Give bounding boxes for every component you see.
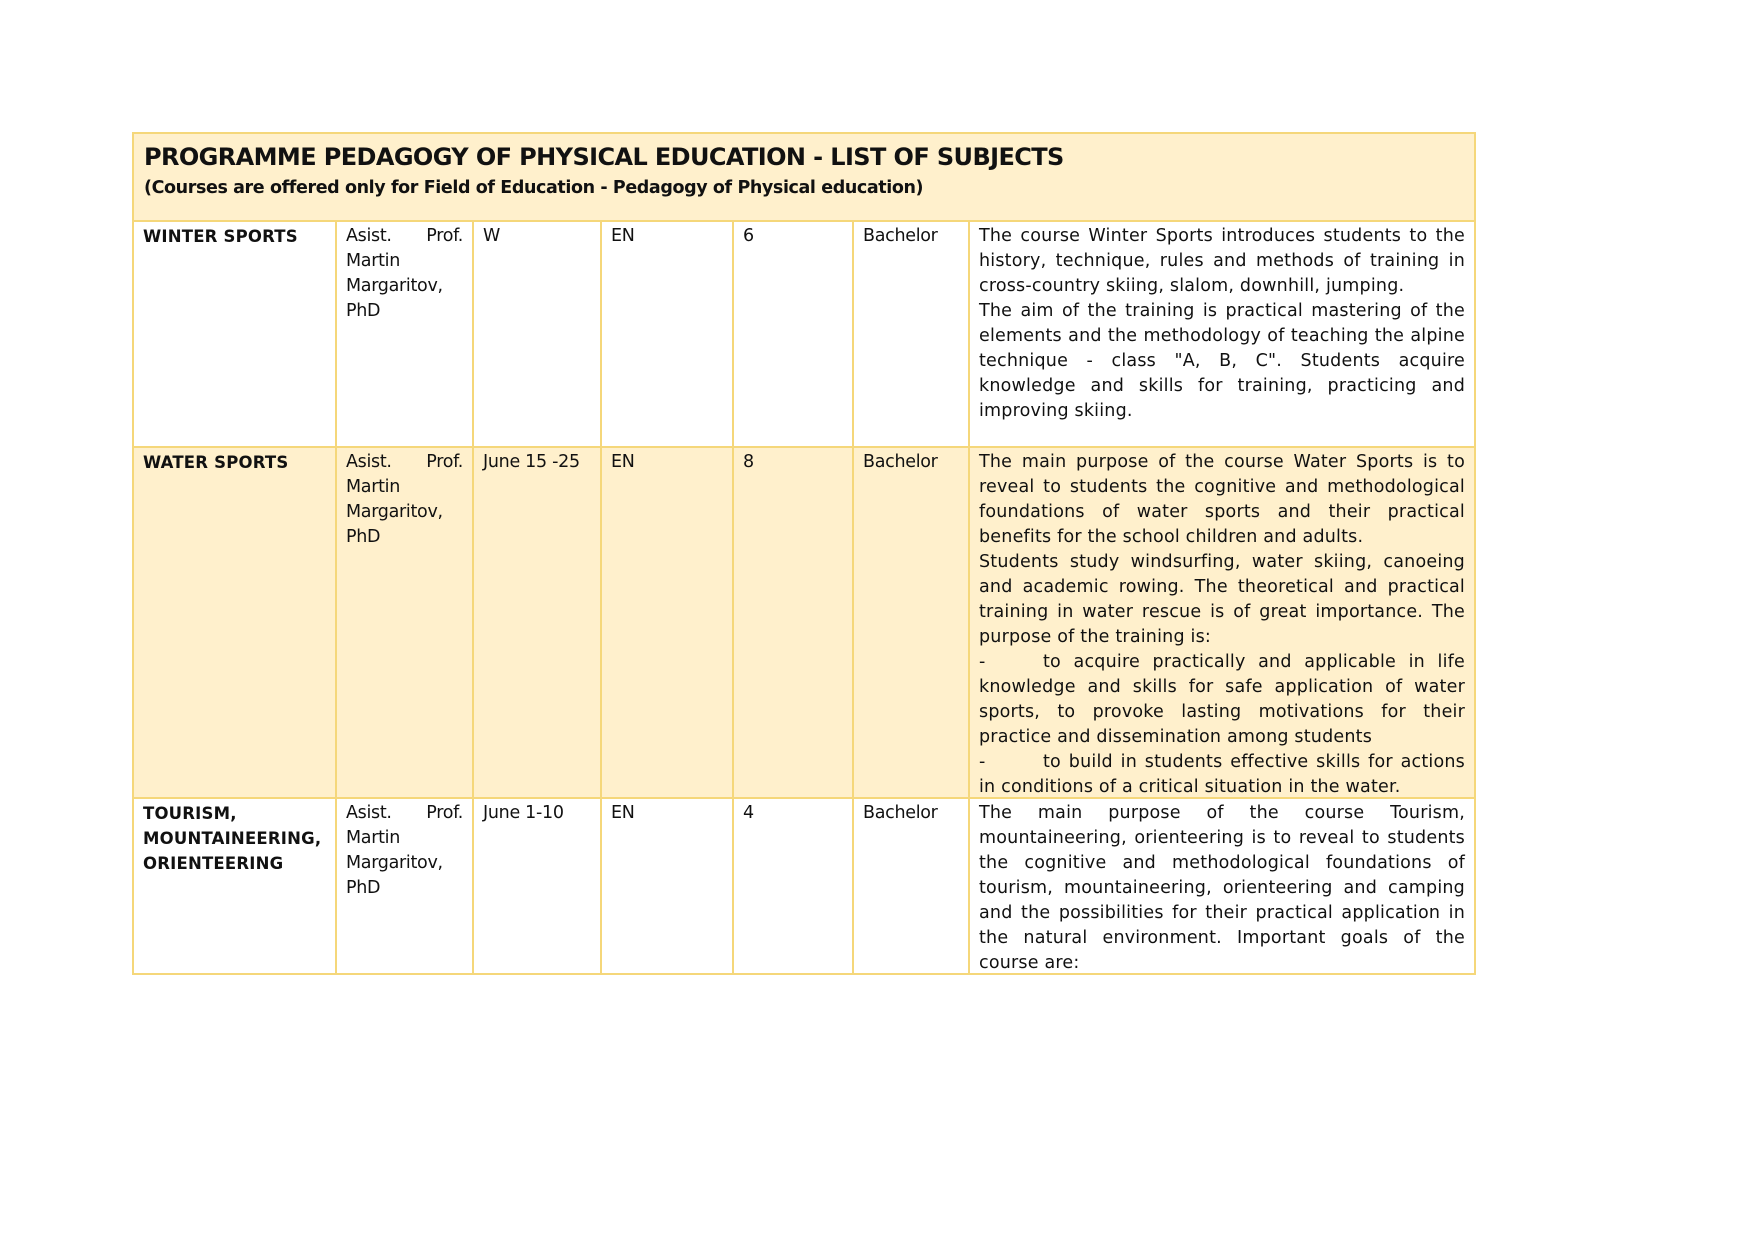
subject-name: WATER SPORTS <box>134 448 337 797</box>
description-paragraph: The aim of the training is practical mastering of the elements and the methodology of teaching the alpine technique - class "A, B, C". Students acquire knowledge and skills for training, practicing and improving skiing. <box>979 301 1465 421</box>
period: W <box>474 222 602 446</box>
bullet-item <box>979 650 1465 750</box>
course-description <box>970 799 1474 973</box>
subject-name: WINTER SPORTS <box>134 222 337 446</box>
table-header <box>134 134 1474 222</box>
language: EN <box>602 222 734 446</box>
period: June 1-10 <box>474 799 602 973</box>
subject-name: TOURISM, MOUNTAINEERING, ORIENTEERING <box>134 799 337 973</box>
ects-credits: 8 <box>734 448 854 797</box>
bullet-item <box>979 750 1465 800</box>
table-row <box>134 799 1474 973</box>
page-title: PROGRAMME PEDAGOGY OF PHYSICAL EDUCATION - LIST OF SUBJECTS <box>144 143 1064 171</box>
lecturer: Asist. Prof. Martin Margaritov, PhD <box>337 448 474 797</box>
ects-credits: 4 <box>734 799 854 973</box>
bullet-text: to build in students effective skills for actions in conditions of a critical situation in the water. <box>979 752 1465 797</box>
page-subtitle: (Courses are offered only for Field of Education - Pedagogy of Physical education) <box>144 178 924 198</box>
description-paragraph: The main purpose of the course Water Sports is to reveal to students the cognitive and methodological foundations of water sports and their practical benefits for the school children and adults. <box>979 452 1465 547</box>
course-description <box>970 448 1474 797</box>
language: EN <box>602 799 734 973</box>
bullet-text: to acquire practically and applicable in life knowledge and skills for safe application of water sports, to provoke lasting motivations for their practice and dissemination among students <box>979 652 1465 747</box>
table-row <box>134 448 1474 799</box>
lecturer: Asist. Prof. Martin Margaritov, PhD <box>337 222 474 446</box>
period: June 15 -25 <box>474 448 602 797</box>
level: Bachelor <box>854 799 970 973</box>
level: Bachelor <box>854 448 970 797</box>
course-description <box>970 222 1474 446</box>
bullet-marker: - <box>979 652 986 672</box>
subjects-table <box>132 132 1476 975</box>
table-row <box>134 222 1474 448</box>
description-paragraph: The course Winter Sports introduces students to the history, technique, rules and methods of training in cross-country skiing, slalom, downhill, jumping. <box>979 226 1465 296</box>
description-paragraph: The main purpose of the course Tourism, mountaineering, orienteering is to reveal to students the cognitive and methodological foundations of tourism, mountaineering, orienteering and camping and the possibilities for their practical application in the natural environment. Important goals of the course are: <box>979 803 1465 973</box>
bullet-marker: - <box>979 752 986 772</box>
level: Bachelor <box>854 222 970 446</box>
description-paragraph: Students study windsurfing, water skiing, canoeing and academic rowing. The theoretical and practical training in water rescue is of great importance. The purpose of the training is: <box>979 552 1465 647</box>
lecturer: Asist. Prof. Martin Margaritov, PhD <box>337 799 474 973</box>
language: EN <box>602 448 734 797</box>
ects-credits: 6 <box>734 222 854 446</box>
